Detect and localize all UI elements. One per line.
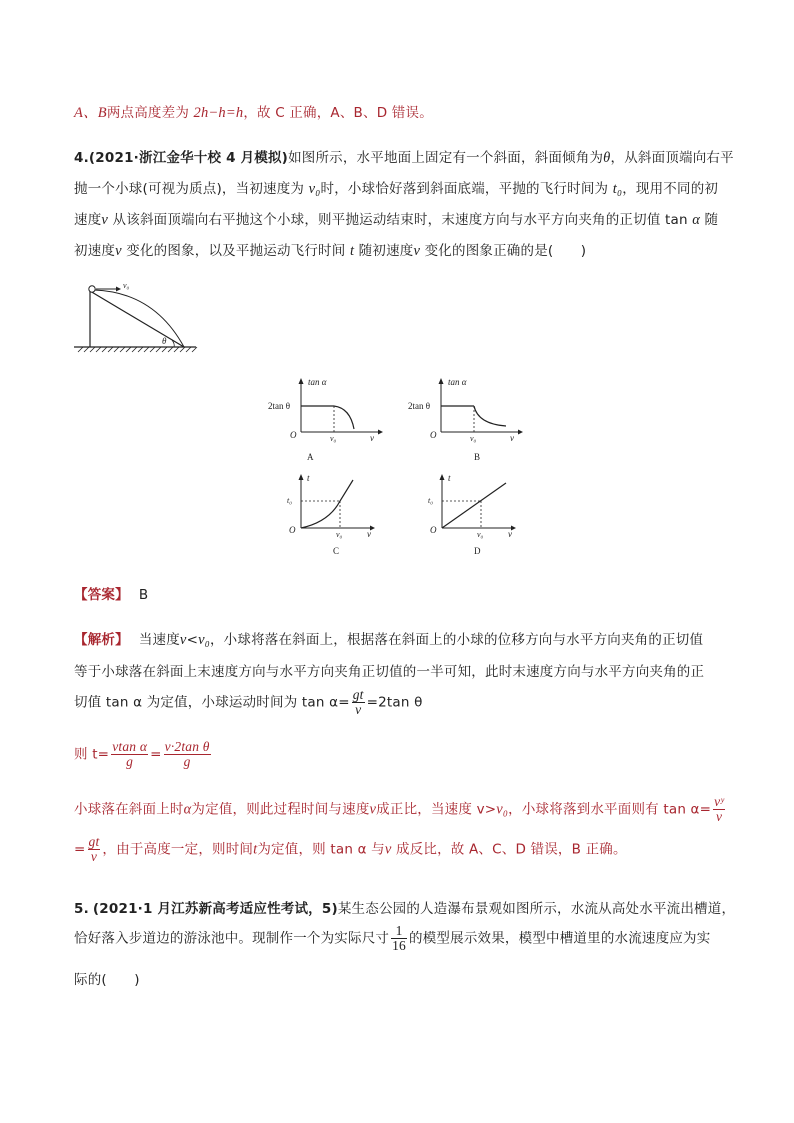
ground-hatch <box>78 347 197 352</box>
graph-b-origin: O <box>430 430 437 440</box>
q4-line-2: 抛一个小球(可视为质点)，当初速度为 v₀时，小球恰好落到斜面底端，平抛的飞行时间为 t₀，现用不同的初 <box>74 181 719 197</box>
graph-b <box>406 372 536 464</box>
graph-c-option-label: C <box>333 546 340 556</box>
incline-figure <box>70 278 210 358</box>
graph-c-v0-tick: v₀ <box>336 530 343 539</box>
graph-a-2tan-label: 2tan θ <box>268 401 291 411</box>
fraction-gt-over-v: $\frac{gt}{v}$ <box>352 687 364 718</box>
graph-c-origin: O <box>289 525 296 535</box>
graph-a-origin: O <box>290 430 297 440</box>
incline-slope <box>90 291 184 347</box>
graph-a-option-label: A <box>307 452 314 462</box>
q5-line-2: 恰好落入步道边的游泳池中。现制作一个为实际尺寸 $\frac{1}{16}$ 的模型展示效果，模型中槽道里的水流速度应为实 <box>74 923 711 954</box>
graph-a-curve <box>334 406 354 429</box>
graph-d-t0-tick: t₀ <box>428 496 434 505</box>
analysis-line-2: 等于小球落在斜面上末速度方向与水平方向夹角正切值的一半可知，此时末速度方向与水平方向夹角的正 <box>74 664 705 680</box>
graph-b-option-label: B <box>474 452 481 462</box>
fraction-vy-over-v: $\frac{\text{vʸ}}{v}$ <box>714 794 725 825</box>
graph-c-curve <box>301 480 353 528</box>
graph-d-v0-tick: v₀ <box>477 530 484 539</box>
analysis-line-4: 则 t= $\frac{\text{vtan α}}{g}$ = $\frac{\text{v·2tan θ}}{g}$ <box>74 739 210 770</box>
fraction-gt-over-v-2: $\frac{gt}{v}$ <box>88 834 100 865</box>
graph-d-y-arrow <box>440 474 445 480</box>
q5-source: (2021·1 月江苏新高考适应性考试，5) <box>92 901 338 917</box>
graph-b-v-arrow <box>518 430 523 435</box>
q4-line-4: 初速度v 变化的图象，以及平抛运动飞行时间 t 随初速度v 变化的图象正确的是( ) <box>74 243 587 259</box>
fraction-vtan-over-g: $\frac{\text{vtan α}}{g}$ <box>112 739 148 770</box>
q4-line-3: 速度v 从该斜面顶端向右平抛这个小球，则平抛运动结束时，末速度方向与水平方向夹角的正切值 tan α 随 <box>74 212 719 228</box>
arrow-head <box>116 287 121 292</box>
graph-c-y-arrow <box>299 474 304 480</box>
graph-b-v0-tick: v₀ <box>470 434 477 443</box>
q5-line-3: 际的( ) <box>74 972 140 988</box>
graph-a-v0-tick: v₀ <box>330 434 337 443</box>
incline-v0-label: v₀ <box>123 281 130 290</box>
answer-line <box>74 583 148 603</box>
graph-b-ylabel: tan α <box>448 377 467 387</box>
ball <box>89 286 95 292</box>
answer-value: B <box>138 587 149 603</box>
fraction-1-over-16: $\frac{1}{16}$ <box>392 923 407 954</box>
graph-a-ylabel: tan α <box>308 377 327 387</box>
graph-c-ylabel: t <box>307 473 310 483</box>
graph-a-v-arrow <box>378 430 383 435</box>
answer-tag: 【答案】 <box>74 587 129 603</box>
graph-a-xlabel: v <box>370 433 374 443</box>
graph-d-xlabel: v <box>508 529 512 539</box>
q5-line-1: 5. (2021·1 月江苏新高考适应性考试，5)某生态公园的人造瀑布景观如图所示，水流从高处水平流出槽道， <box>74 901 736 917</box>
graph-b-2tan-label: 2tan θ <box>408 401 431 411</box>
intro-line: A、B两点高度差为 2h−h=h，故 C 正确，A、B、D 错误。 <box>74 105 433 121</box>
q4-line-1: 4.(2021·浙江金华十校 4 月模拟)如图所示，水平地面上固定有一个斜面，斜面倾角为θ，从斜面顶端向右平 <box>74 150 734 166</box>
graph-b-xlabel: v <box>510 433 514 443</box>
graph-b-curve <box>474 406 506 426</box>
graph-b-y-arrow <box>439 378 444 384</box>
graph-c-t0-tick: t₀ <box>287 496 293 505</box>
graph-a <box>266 372 396 464</box>
graph-d-line <box>442 483 506 528</box>
graph-a-y-arrow <box>299 378 304 384</box>
analysis-tag: 【解析】 <box>74 632 129 648</box>
graph-c <box>283 470 393 562</box>
graph-d-ylabel: t <box>448 473 451 483</box>
analysis-line-6: = $\frac{gt}{v}$ ，由于高度一定，则时间t为定值，则 tan α 与v 成反比，故 A、C、D 错误，B 正确。 <box>74 834 627 865</box>
analysis-line-1: 【解析】 当速度v<v₀，小球将落在斜面上，根据落在斜面上的小球的位移方向与水平方向夹角的正切值 <box>74 632 704 648</box>
graph-d <box>424 470 534 562</box>
fraction-v2tan-over-g: $\frac{\text{v·2tan θ}}{g}$ <box>164 739 210 770</box>
analysis-line-5: 小球落在斜面上时α为定值，则此过程时间与速度v成正比，当速度 v>v₀，小球将落到水平面则有 tan α= $\frac{\text{vʸ}}{v}$ <box>74 794 725 825</box>
graph-d-option-label: D <box>474 546 481 556</box>
graph-d-origin: O <box>430 525 437 535</box>
graph-c-xlabel: v <box>367 529 371 539</box>
incline-theta-label: θ <box>162 336 167 346</box>
q4-source: (2021·浙江金华十校 4 月模拟) <box>88 150 289 166</box>
analysis-line-3: 切值 tan α 为定值，小球运动时间为 tan α= $\frac{gt}{v}$ =2tan θ <box>74 687 423 718</box>
